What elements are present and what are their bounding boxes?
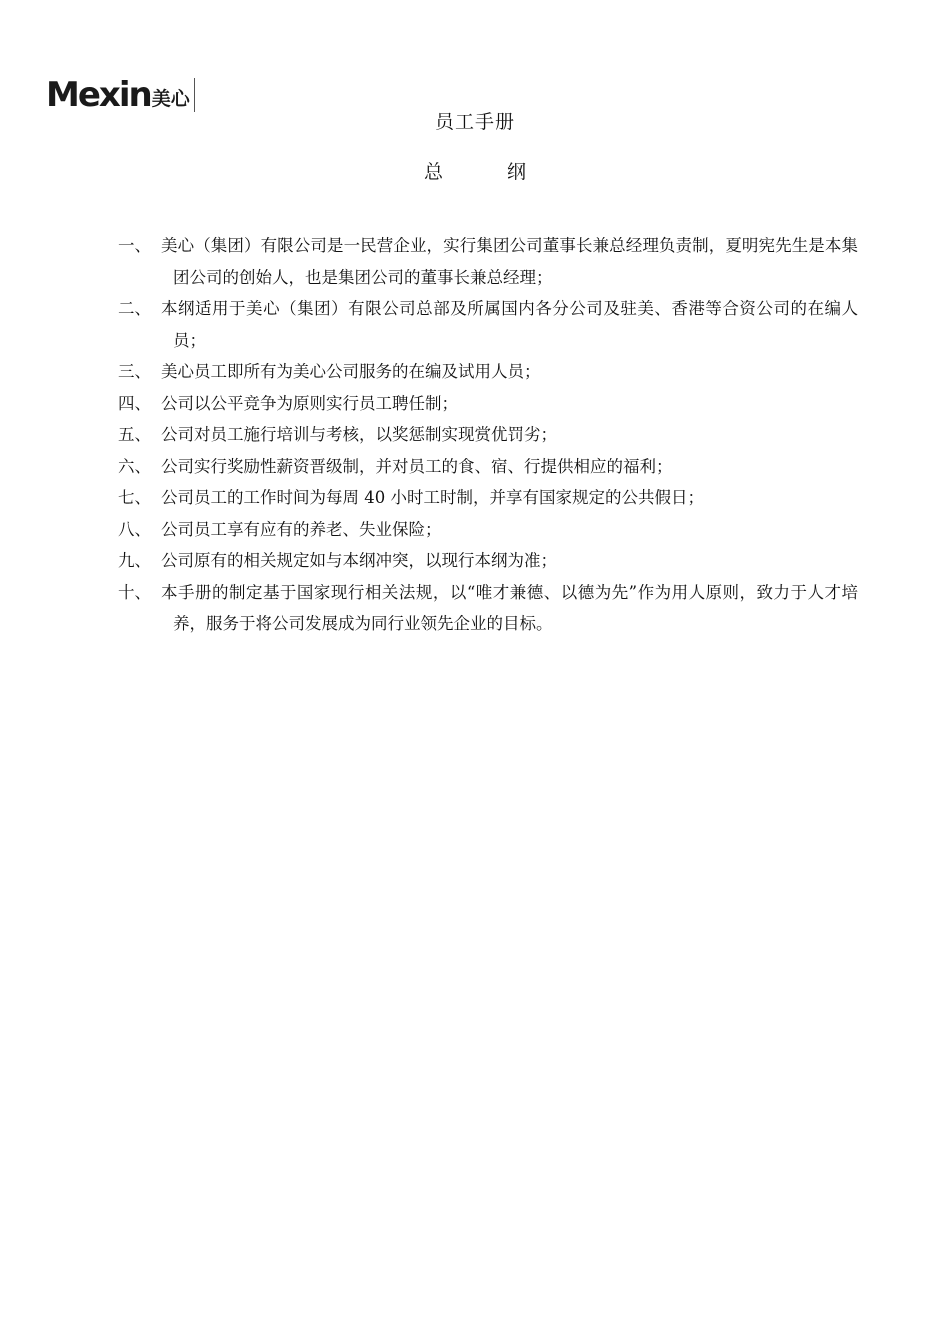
article-list	[118, 230, 858, 640]
article-item	[118, 451, 858, 483]
article-number: 三、	[118, 362, 151, 381]
section-title: 总 纲	[423, 161, 547, 183]
article-item	[118, 577, 858, 640]
article-number: 二、	[118, 299, 151, 318]
article-text: 公司对员工施行培训与考核，以奖惩制实现赏优罚劣；	[161, 425, 557, 444]
article-text: 本手册的制定基于国家现行相关法规，以“唯才兼德、以德为先”作为用人原则，致力于人才培养，服务于将公司发展成为同行业领先企业的目标。	[161, 582, 858, 633]
logo-wordmark: Mexin	[46, 75, 151, 115]
logo-chinese-name: 美心	[151, 88, 190, 110]
article-text: 公司原有的相关规定如与本纲冲突，以现行本纲为准；	[161, 551, 557, 570]
article-number: 五、	[118, 425, 151, 444]
article-number: 九、	[118, 551, 151, 570]
article-number: 七、	[118, 488, 151, 507]
article-item	[118, 230, 858, 293]
article-item	[118, 482, 858, 514]
article-item	[118, 545, 858, 577]
article-text: 公司实行奖励性薪资晋级制，并对员工的食、宿、行提供相应的福利；	[161, 456, 673, 476]
article-number: 四、	[118, 393, 151, 413]
article-number: 一、	[118, 236, 151, 255]
article-text: 美心员工即所有为美心公司服务的在编及试用人员；	[161, 362, 541, 381]
article-text: 公司员工享有应有的养老、失业保险；	[161, 519, 442, 539]
article-item	[118, 293, 858, 356]
article-number: 十、	[118, 582, 151, 602]
article-item	[118, 419, 858, 451]
article-text: 本纲适用于美心（集团）有限公司总部及所属国内各分公司及驻美、香港等合资公司的在编人员；	[161, 299, 858, 350]
article-number: 六、	[118, 456, 151, 476]
article-text: 美心（集团）有限公司是一民营企业，实行集团公司董事长兼总经理负责制，夏明宪先生是本集团公司的创始人，也是集团公司的董事长兼总经理；	[161, 236, 858, 287]
article-item	[118, 514, 858, 546]
article-number: 八、	[118, 519, 151, 539]
article-text: 公司员工的工作时间为每周 40 小时工时制，并享有国家规定的公共假日；	[161, 488, 704, 507]
document-title: 员工手册	[434, 111, 515, 133]
article-item	[118, 356, 858, 388]
article-text: 公司以公平竞争为原则实行员工聘任制；	[161, 393, 458, 413]
article-item	[118, 388, 858, 420]
